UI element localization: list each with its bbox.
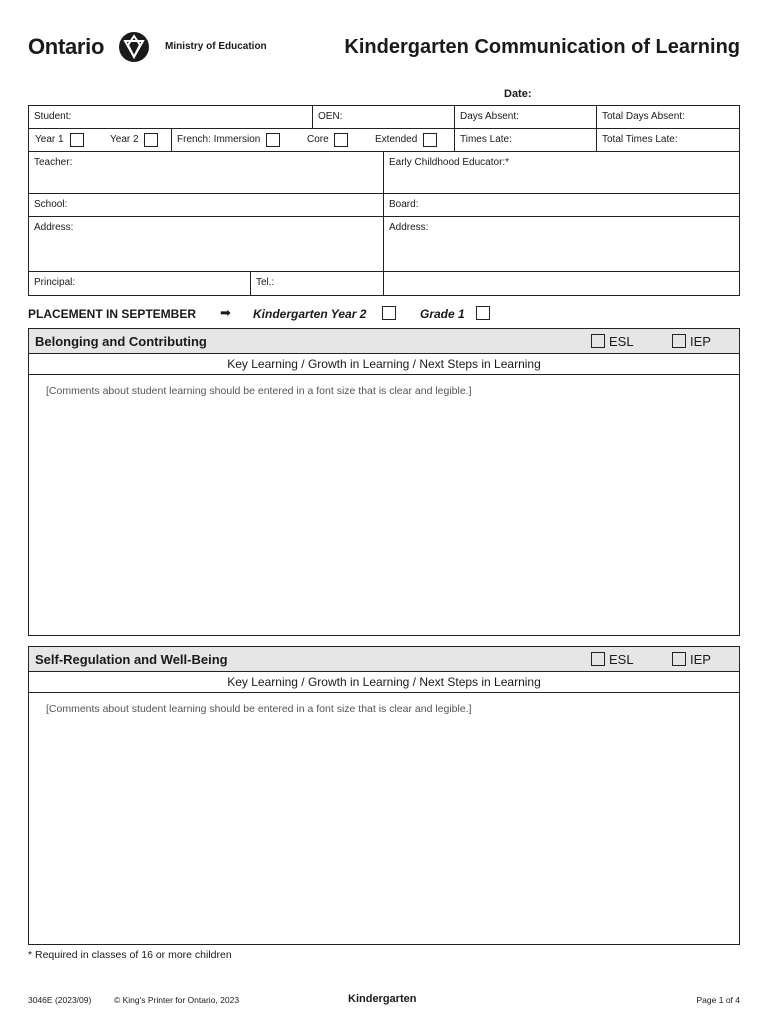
school-label: School: (34, 199, 68, 210)
esl-flag (591, 652, 634, 667)
iep-checkbox[interactable] (672, 334, 686, 348)
iep-label: IEP (690, 334, 711, 349)
comment-area[interactable] (29, 375, 739, 634)
grade1-label: Grade 1 (420, 307, 465, 321)
esl-checkbox[interactable] (591, 334, 605, 348)
document-header (28, 28, 740, 68)
ministry-name: Ministry of Education (165, 41, 267, 52)
board-address-field[interactable] (383, 216, 740, 272)
board-address-label: Address: (389, 222, 429, 233)
times-late-field[interactable] (454, 128, 597, 152)
school-address-label: Address: (34, 222, 74, 233)
esl-checkbox[interactable] (591, 652, 605, 666)
date-label: Date: (504, 88, 532, 100)
days-absent-field[interactable] (454, 105, 597, 129)
kindergarten-year2-checkbox[interactable] (382, 306, 396, 320)
document-title: Kindergarten Communication of Learning (344, 36, 740, 58)
kindergarten-year2-label: Kindergarten Year 2 (253, 307, 367, 321)
program-row (28, 128, 455, 152)
total-days-absent-field[interactable] (596, 105, 740, 129)
ece-field[interactable] (383, 151, 740, 194)
section-belonging-contributing (28, 328, 740, 636)
iep-checkbox[interactable] (672, 652, 686, 666)
board-field[interactable] (383, 193, 740, 217)
esl-flag (591, 334, 634, 349)
teacher-label: Teacher: (34, 157, 73, 168)
page-footer (28, 993, 740, 1007)
section-title: Belonging and Contributing (35, 334, 207, 349)
comment-placeholder: [Comments about student learning should be entered in a font size that is clear and legible.] (46, 703, 472, 715)
footer-title: Kindergarten (348, 993, 417, 1005)
iep-flag (672, 652, 711, 667)
teacher-field[interactable] (28, 151, 384, 194)
section-subheading: Key Learning / Growth in Learning / Next Steps in Learning (29, 354, 739, 375)
core-label: Core (307, 134, 329, 145)
section-self-regulation-wellbeing (28, 646, 740, 945)
ontario-logo-text: Ontario (28, 34, 105, 59)
principal-field[interactable] (28, 271, 251, 296)
section-header (29, 647, 739, 672)
arrow-right-icon: ➡ (220, 305, 231, 320)
times-late-label: Times Late: (460, 134, 512, 145)
core-checkbox[interactable] (334, 133, 348, 147)
days-absent-label: Days Absent: (460, 111, 519, 122)
student-field[interactable] (28, 105, 313, 129)
school-address-field[interactable] (28, 216, 384, 272)
placement-label: PLACEMENT IN SEPTEMBER (28, 307, 197, 321)
year2-label: Year 2 (110, 134, 139, 145)
board-label: Board: (389, 199, 419, 210)
placement-row (28, 305, 740, 323)
oen-label: OEN: (318, 111, 343, 122)
divider (171, 129, 172, 152)
copyright: © King's Printer for Ontario, 2023 (114, 995, 240, 1005)
tel-label: Tel.: (256, 277, 275, 288)
iep-flag (672, 334, 711, 349)
year1-checkbox[interactable] (70, 133, 84, 147)
school-field[interactable] (28, 193, 384, 217)
comment-placeholder: [Comments about student learning should be entered in a font size that is clear and legible.] (46, 385, 472, 397)
grade1-checkbox[interactable] (476, 306, 490, 320)
ece-label: Early Childhood Educator:* (389, 157, 510, 168)
blank-field (383, 271, 740, 296)
section-title: Self-Regulation and Well-Being (35, 652, 228, 667)
extended-label: Extended (375, 134, 418, 145)
total-times-late-field[interactable] (596, 128, 740, 152)
extended-checkbox[interactable] (423, 133, 437, 147)
student-label: Student: (34, 111, 72, 122)
french-immersion-checkbox[interactable] (266, 133, 280, 147)
iep-label: IEP (690, 652, 711, 667)
page-number: Page 1 of 4 (696, 995, 740, 1005)
french-immersion-label: French: Immersion (177, 134, 261, 145)
section-header (29, 329, 739, 354)
form-code: 3046E (2023/09) (28, 995, 92, 1005)
esl-label: ESL (609, 334, 634, 349)
section-subheading: Key Learning / Growth in Learning / Next Steps in Learning (29, 672, 739, 693)
total-times-late-label: Total Times Late: (602, 134, 678, 145)
year1-label: Year 1 (35, 134, 64, 145)
comment-area[interactable] (29, 693, 739, 943)
oen-field[interactable] (312, 105, 455, 129)
footnote: * Required in classes of 16 or more children (28, 949, 232, 961)
tel-field[interactable] (250, 271, 384, 296)
trillium-logo-icon (118, 31, 150, 63)
principal-label: Principal: (34, 277, 76, 288)
esl-label: ESL (609, 652, 634, 667)
year2-checkbox[interactable] (144, 133, 158, 147)
total-days-absent-label: Total Days Absent: (602, 111, 685, 122)
